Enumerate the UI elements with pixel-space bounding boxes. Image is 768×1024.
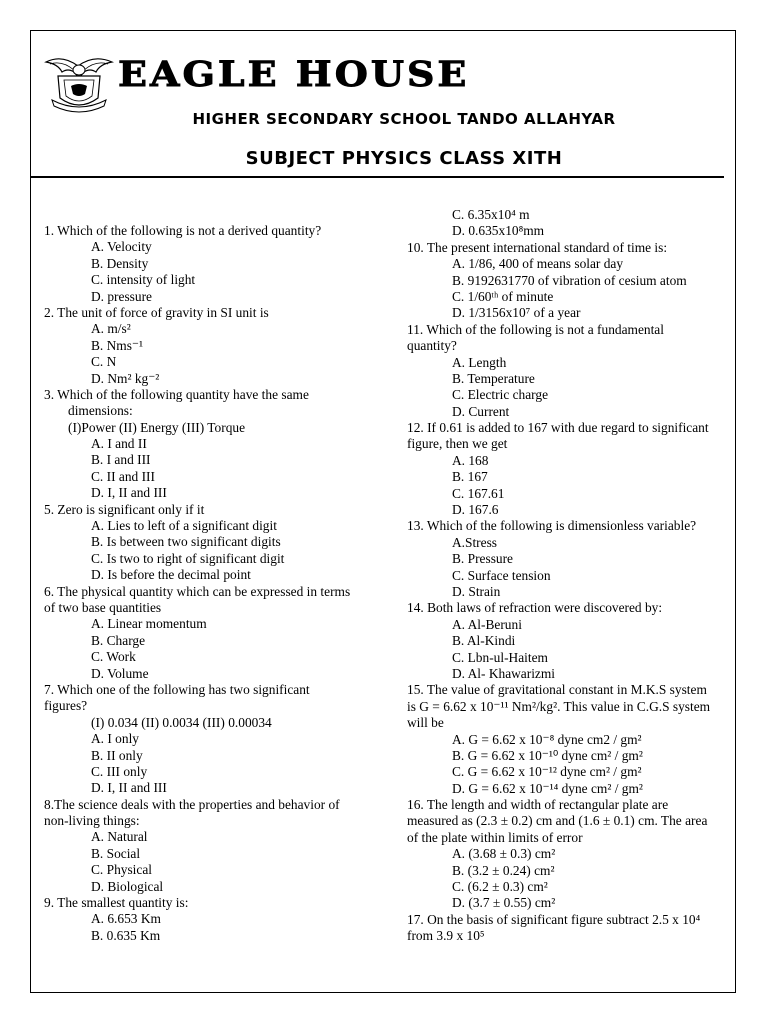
right-column	[407, 207, 727, 945]
option-line: D. Al- Khawarizmi	[452, 665, 556, 681]
option-line: D. 167.6	[452, 502, 499, 518]
option-line: D. 0.635x10⁸mm	[452, 223, 545, 239]
question-line: figure, then we get	[407, 436, 508, 452]
option-line: B. Density	[91, 255, 149, 271]
option-line: C. Surface tension	[452, 567, 551, 583]
option-line: C. Lbn-ul-Haitem	[452, 649, 548, 665]
school-title: EAGLE HOUSE	[118, 52, 470, 95]
question-line: 12. If 0.61 is added to 167 with due regard to significant	[407, 420, 709, 436]
question-line: from 3.9 x 10⁵	[407, 928, 485, 944]
option-line: D. 1/3156x10⁷ of a year	[452, 305, 581, 321]
option-line: D. Volume	[91, 665, 149, 681]
option-line: D. Biological	[91, 878, 164, 894]
option-line: B. G = 6.62 x 10⁻¹⁰ dyne cm² / gm²	[452, 747, 643, 763]
option-line: C. Physical	[91, 862, 153, 878]
option-line: D. Is before the decimal point	[91, 567, 251, 583]
option-line: C. 167.61	[452, 485, 505, 501]
option-line: A. Linear momentum	[91, 616, 207, 632]
option-line: A. I only	[91, 731, 139, 747]
option-line: B. (3.2 ± 0.24) cm²	[452, 862, 555, 878]
question-line: 7. Which one of the following has two significant	[44, 681, 310, 697]
option-line: A. 1/86, 400 of means solar day	[452, 256, 624, 272]
question-line: figures?	[44, 698, 88, 714]
option-line: C. N	[91, 354, 117, 370]
option-line: A. Lies to left of a significant digit	[91, 518, 277, 534]
question-line: 9. The smallest quantity is:	[44, 895, 189, 911]
option-line: C. G = 6.62 x 10⁻¹² dyne cm² / gm²	[452, 764, 642, 780]
option-line: A. G = 6.62 x 10⁻⁸ dyne cm2 / gm²	[452, 731, 642, 747]
option-line: B. 9192631770 of vibration of cesium atom	[452, 272, 687, 288]
option-line: D. I, II and III	[91, 485, 167, 501]
question-line: dimensions:	[68, 403, 133, 419]
question-line: 15. The value of gravitational constant in M.K.S system	[407, 682, 707, 698]
question-line: 8.The science deals with the properties and behavior of	[44, 796, 340, 812]
option-line: B. Social	[91, 845, 141, 861]
option-line: B. Al-Kindi	[452, 633, 516, 649]
option-line: D. Strain	[452, 583, 501, 599]
question-line: is G = 6.62 x 10⁻¹¹ Nm²/kg². This value in C.G.S system	[407, 698, 711, 714]
option-line: B. Nms⁻¹	[91, 337, 144, 353]
option-line: B. I and III	[91, 452, 151, 468]
question-line: 13. Which of the following is dimensionless variable?	[407, 518, 697, 534]
question-line: non-living things:	[44, 813, 140, 829]
option-line: D. Nm² kg⁻²	[91, 370, 160, 386]
option-line: A. I and II	[91, 436, 147, 452]
option-line: A. Length	[452, 354, 507, 370]
question-line: 11. Which of the following is not a fundamental	[407, 321, 664, 337]
option-line: C. 1/60ᵗʰ of minute	[452, 288, 554, 304]
option-line: A. Al-Beruni	[452, 616, 522, 632]
question-line: 3. Which of the following quantity have the same	[44, 386, 309, 402]
option-line: C. 6.35x10⁴ m	[452, 207, 530, 222]
question-line: of two base quantities	[44, 599, 162, 615]
school-subtitle: HIGHER SECONDARY SCHOOL TANDO ALLAHYAR	[192, 110, 616, 128]
option-line: B. II only	[91, 747, 143, 763]
option-line: C. Is two to right of significant digit	[91, 550, 285, 566]
option-line: C. intensity of light	[91, 272, 196, 288]
option-line: D. pressure	[91, 288, 152, 304]
question-line: 16. The length and width of rectangular plate are	[407, 797, 669, 813]
option-line: D. I, II and III	[91, 780, 167, 796]
option-line: B. Temperature	[452, 370, 535, 386]
option-line: B. Is between two significant digits	[91, 534, 281, 550]
option-line: A. m/s²	[91, 321, 131, 337]
option-line: C. Electric charge	[452, 387, 549, 403]
question-line: 17. On the basis of significant figure subtract 2.5 x 10⁴	[407, 911, 701, 927]
option-line: C. Work	[91, 649, 136, 665]
question-line: 14. Both laws of refraction were discovered by:	[407, 600, 663, 616]
option-line: A. 168	[452, 452, 489, 468]
question-line: measured as (2.3 ± 0.2) cm and (1.6 ± 0.1) cm. The area	[407, 813, 708, 829]
option-line: C. (6.2 ± 0.3) cm²	[452, 879, 548, 895]
option-line: B. Charge	[91, 632, 146, 648]
subject-heading: SUBJECT PHYSICS CLASS XITH	[245, 148, 563, 169]
option-line: D. (3.7 ± 0.55) cm²	[452, 895, 556, 911]
question-line: 1. Which of the following is not a derived quantity?	[44, 223, 322, 238]
option-line: A.Stress	[452, 534, 498, 550]
question-line: 5. Zero is significant only if it	[44, 501, 205, 517]
question-line: will be	[407, 715, 444, 731]
question-line: (I)Power (II) Energy (III) Torque	[68, 419, 246, 435]
header-divider	[30, 176, 724, 178]
option-line: A. Velocity	[91, 239, 152, 255]
question-line: 10. The present international standard of time is:	[407, 239, 668, 255]
question-line: 6. The physical quantity which can be expressed in terms	[44, 583, 351, 599]
option-line: B. 0.635 Km	[91, 927, 161, 943]
question-line: 2. The unit of force of gravity in SI unit is	[44, 304, 269, 320]
question-line: of the plate within limits of error	[407, 829, 583, 845]
left-column	[44, 223, 362, 944]
option-line: B. 167	[452, 469, 488, 485]
option-line: D. G = 6.62 x 10⁻¹⁴ dyne cm² / gm²	[452, 780, 643, 796]
option-line: D. Current	[452, 403, 510, 419]
option-line: B. Pressure	[452, 551, 513, 567]
option-line: C. III only	[91, 763, 148, 779]
option-line: A. (3.68 ± 0.3) cm²	[452, 846, 556, 862]
school-logo	[44, 52, 114, 114]
question-line: quantity?	[407, 338, 457, 354]
option-line: A. 6.653 Km	[91, 911, 161, 927]
option-line: A. Natural	[91, 829, 148, 845]
question-line: (I) 0.034 (II) 0.0034 (III) 0.00034	[91, 714, 272, 730]
option-line: C. II and III	[91, 468, 155, 484]
